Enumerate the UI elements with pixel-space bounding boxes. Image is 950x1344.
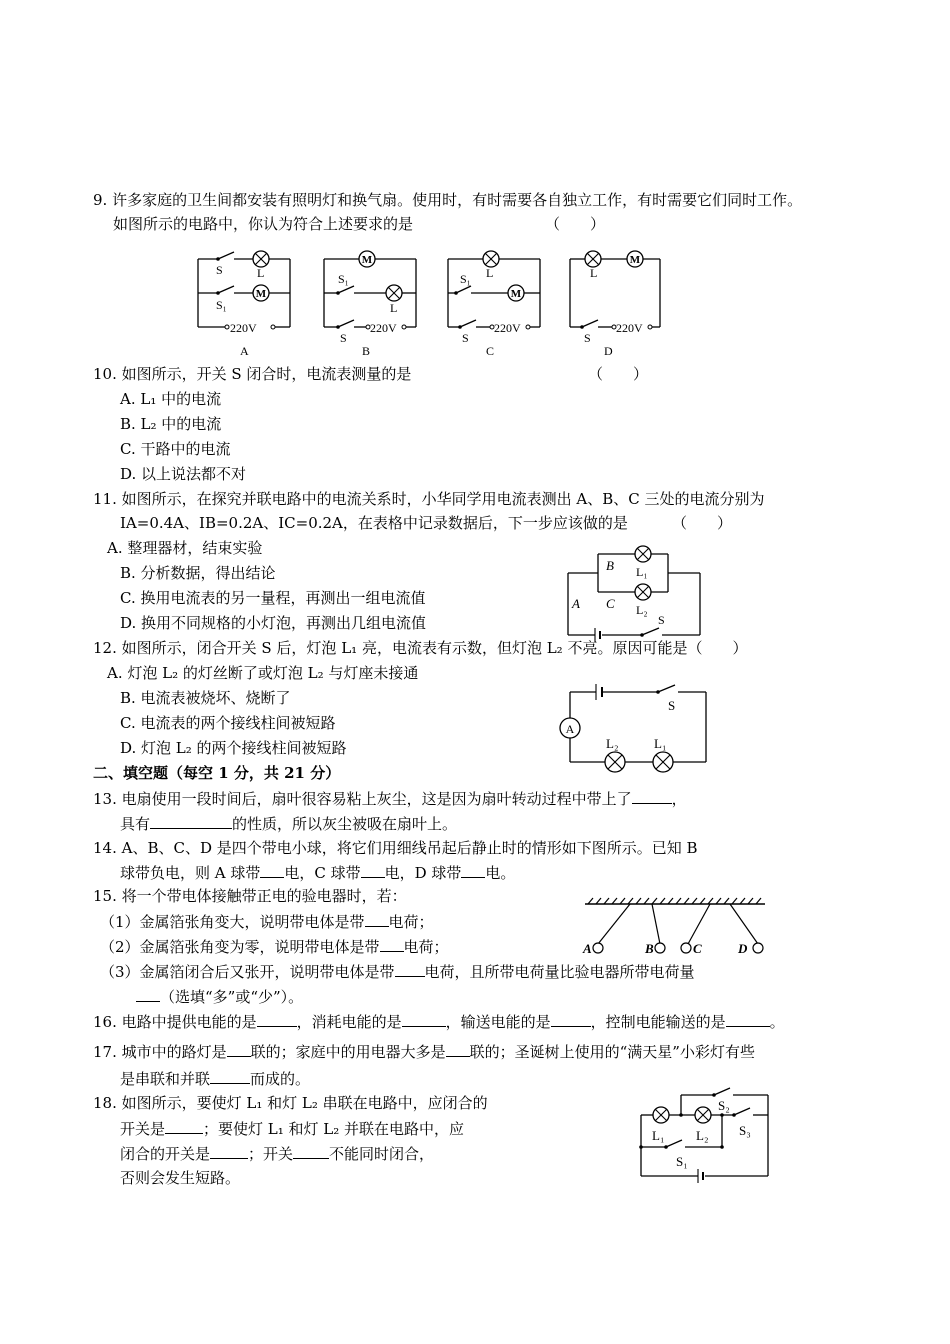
q12-figure bbox=[558, 682, 713, 772]
answer-blank[interactable] bbox=[227, 1041, 251, 1057]
q10-option-d: D. 以上说法都不对 bbox=[120, 465, 247, 483]
answer-blank[interactable] bbox=[260, 862, 284, 878]
q15-sub2: （2）金属箔张角变为零，说明带电体是带 电荷； bbox=[100, 938, 449, 956]
voltage-label: 220V bbox=[370, 321, 397, 335]
point-a-label: A bbox=[572, 596, 580, 611]
answer-blank[interactable] bbox=[165, 1118, 203, 1134]
answer-blank[interactable] bbox=[150, 813, 232, 829]
q9-figure-a bbox=[190, 247, 300, 362]
ball-c-label: C bbox=[693, 941, 702, 956]
q17-line2: 是串联和并联 而成的。 bbox=[120, 1070, 311, 1088]
answer-blank[interactable] bbox=[632, 788, 672, 804]
lamp-label: L bbox=[257, 266, 265, 280]
q9-line2: 如图所示的电路中，你认为符合上述要求的是 bbox=[113, 215, 414, 233]
switch-label: S bbox=[584, 331, 591, 345]
q12-option-c: C. 电流表的两个接线柱间被短路 bbox=[120, 714, 336, 732]
q11-option-b: B. 分析数据，得出结论 bbox=[120, 564, 276, 582]
q10-stem: 10. 如图所示，开关 S 闭合时，电流表测量的是 bbox=[93, 365, 412, 383]
ball-a-label: A bbox=[583, 941, 592, 956]
q13-line1: 13. 电扇使用一段时间后，扇叶很容易粘上灰尘，这是因为扇叶转动过程中带上了 ， bbox=[93, 790, 687, 808]
answer-blank[interactable] bbox=[402, 1011, 446, 1027]
answer-blank[interactable] bbox=[551, 1011, 591, 1027]
answer-blank[interactable] bbox=[257, 1011, 297, 1027]
q9-line1: 9. 许多家庭的卫生间都安装有照明灯和换气扇。使用时，有时需要各自独立工作，有时需要它们同时工作。 bbox=[93, 191, 803, 209]
lamp-label: L bbox=[390, 301, 398, 315]
switch-label: S bbox=[216, 263, 223, 277]
q15-stem: 15. 将一个带电体接触带正电的验电器时，若： bbox=[93, 887, 407, 905]
q18-line1: 18. 如图所示，要使灯 L₁ 和灯 L₂ 串联在电路中，应闭合的 bbox=[93, 1094, 488, 1112]
lamp-l2-label: L₂ bbox=[606, 736, 619, 751]
q15-sub3-cont: （选填“多”或“少”）。 bbox=[136, 986, 303, 1007]
q10-option-a: A. L₁ 中的电流 bbox=[120, 390, 222, 408]
q15-sub3: （3）金属箔闭合后又张开，说明带电体是带 电荷，且所带电荷量比验电器所带电荷量 bbox=[100, 963, 695, 981]
q9-figure-b bbox=[316, 247, 426, 362]
voltage-label: 220V bbox=[616, 321, 643, 335]
switch-label: S bbox=[340, 331, 347, 345]
q12-option-b: B. 电流表被烧坏、烧断了 bbox=[120, 689, 291, 707]
q18-figure bbox=[636, 1080, 781, 1185]
q11-bracket: （ ） bbox=[672, 514, 733, 532]
section-title: 二、填空题（每空 1 分，共 21 分） bbox=[93, 764, 341, 782]
switch-label: S₁ bbox=[338, 272, 349, 286]
answer-blank[interactable] bbox=[210, 1068, 250, 1084]
answer-blank[interactable] bbox=[380, 936, 404, 952]
answer-blank[interactable] bbox=[461, 862, 485, 878]
svg-text:M: M bbox=[255, 288, 267, 300]
lamp-label: L bbox=[486, 266, 494, 280]
svg-text:M: M bbox=[629, 254, 641, 266]
q9-figure-d bbox=[562, 247, 672, 362]
ball-d-label: D bbox=[738, 941, 748, 956]
switch-label: S bbox=[668, 698, 676, 713]
q11-option-c: C. 换用电流表的另一量程，再测出一组电流值 bbox=[120, 589, 426, 607]
q14-line2: 球带负电，则 A 球带 电，C 球带 电，D 球带 电。 bbox=[120, 864, 516, 882]
switch-label: S bbox=[462, 331, 469, 345]
figure-label: C bbox=[486, 344, 495, 358]
answer-blank[interactable] bbox=[293, 1143, 329, 1159]
answer-blank[interactable] bbox=[395, 961, 425, 977]
point-b-label: B bbox=[606, 558, 614, 573]
q9-bracket: （ ） bbox=[545, 215, 606, 233]
q14-line1: 14. A、B、C、D 是四个带电小球，将它们用细线吊起后静止时的情形如下图所示。已知 B bbox=[93, 839, 698, 857]
switch-label: S₁ bbox=[216, 298, 227, 312]
q10-option-b: B. L₂ 中的电流 bbox=[120, 415, 222, 433]
lamp-label: L bbox=[590, 266, 598, 280]
switch-label: S₁ bbox=[460, 272, 471, 286]
q18-line4: 否则会发生短路。 bbox=[120, 1169, 241, 1187]
q12-option-d: D. 灯泡 L₂ 的两个接线柱间被短路 bbox=[120, 739, 347, 757]
q14-figure bbox=[580, 896, 770, 962]
q16-line: 16. 电路中提供电能的是 ，消耗电能的是 ，输送电能的是 ，控制电能输送的是 。 bbox=[93, 1013, 785, 1031]
q13-line2: 具有 的性质，所以灰尘被吸在扇叶上。 bbox=[120, 815, 458, 833]
voltage-label: 220V bbox=[494, 321, 521, 335]
svg-text:M: M bbox=[361, 254, 373, 266]
q10-bracket: （ ） bbox=[588, 365, 649, 383]
lamp-l1-label: L₁ bbox=[636, 565, 648, 579]
answer-blank[interactable] bbox=[136, 986, 160, 1002]
figure-label: B bbox=[362, 344, 371, 358]
figure-label: A bbox=[240, 344, 249, 358]
q12-stem: 12. 如图所示，闭合开关 S 后，灯泡 L₁ 亮，电流表有示数，但灯泡 L₂ 不亮。原因可能是（ ） bbox=[93, 639, 748, 657]
lamp-l2-label: L₂ bbox=[636, 603, 648, 617]
q15-sub1: （1）金属箔张角变大，说明带电体是带 电荷； bbox=[100, 913, 434, 931]
lamp-l1-label: L₁ bbox=[654, 736, 667, 751]
switch-s1-label: S₁ bbox=[676, 1154, 688, 1169]
q10-option-c: C. 干路中的电流 bbox=[120, 440, 231, 458]
q11-option-a: A. 整理器材，结束实验 bbox=[107, 539, 263, 557]
q12-option-a: A. 灯泡 L₂ 的灯丝断了或灯泡 L₂ 与灯座未接通 bbox=[107, 664, 419, 682]
answer-blank[interactable] bbox=[365, 911, 389, 927]
lamp-l2-label: L₂ bbox=[696, 1128, 709, 1143]
switch-s3-label: S₃ bbox=[739, 1123, 751, 1138]
ball-b-label: B bbox=[645, 941, 654, 956]
answer-blank[interactable] bbox=[361, 862, 385, 878]
lamp-l1-label: L₁ bbox=[652, 1128, 665, 1143]
ammeter-label: A bbox=[565, 722, 575, 736]
svg-text:M: M bbox=[510, 288, 522, 300]
point-c-label: C bbox=[606, 596, 615, 611]
switch-s2-label: S₂ bbox=[718, 1098, 730, 1113]
answer-blank[interactable] bbox=[210, 1143, 248, 1159]
q11-line2: IA=0.4A、IB=0.2A、IC=0.2A，在表格中记录数据后，下一步应该做的是 bbox=[120, 514, 628, 532]
q11-option-d: D. 换用不同规格的小灯泡，再测出几组电流值 bbox=[120, 614, 427, 632]
q18-line2: 开关是 ；要使灯 L₁ 和灯 L₂ 并联在电路中，应 bbox=[120, 1120, 465, 1138]
q11-line1: 11. 如图所示，在探究并联电路中的电流关系时，小华同学用电流表测出 A、B、C 三处的电流分别为 bbox=[93, 490, 765, 508]
answer-blank[interactable] bbox=[726, 1011, 770, 1027]
voltage-label: 220V bbox=[230, 321, 257, 335]
figure-label: D bbox=[604, 344, 613, 358]
q9-figure-c bbox=[440, 247, 550, 362]
answer-blank[interactable] bbox=[446, 1041, 470, 1057]
q17-line1: 17. 城市中的路灯是 联的；家庭中的用电器大多是 联的；圣诞树上使用的“满天星”小彩灯有些 bbox=[93, 1043, 755, 1061]
q18-line3: 闭合的开关是 ；开关 不能同时闭合， bbox=[120, 1145, 435, 1163]
switch-label: S bbox=[658, 613, 665, 627]
q11-figure bbox=[560, 540, 710, 640]
